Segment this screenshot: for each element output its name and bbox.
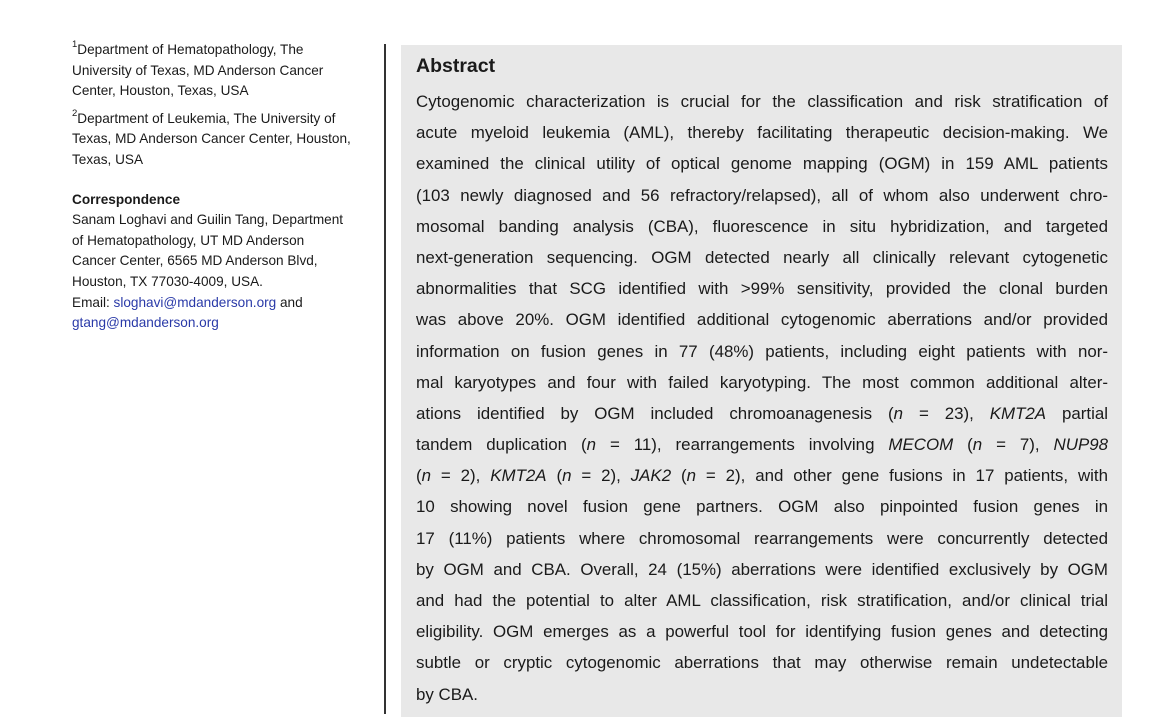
- abstract-line: [416, 585, 1108, 616]
- abstract-body: [416, 86, 1108, 710]
- abstract-title: Abstract: [416, 55, 496, 77]
- abstract-text: (103 newly diagnosed and 56 refractory/relapsed), all of whom also underwent chro-: [416, 185, 1108, 205]
- italic-term: KMT2A: [490, 466, 547, 486]
- abstract-text: tandem duplication (: [416, 435, 587, 455]
- affiliation-text: Department of Leukemia, The University of: [77, 110, 336, 126]
- affiliation-text: Department of Hematopathology, The: [77, 42, 304, 57]
- abstract-text: = 2),: [431, 466, 491, 486]
- affiliation-number: 1: [72, 39, 78, 51]
- abstract-text: Cytogenomic characterization is crucial for the classification and risk stratification of: [416, 92, 1108, 111]
- abstract-text: = 23),: [903, 403, 990, 423]
- abstract-text: and had the potential to alter AML classification, risk stratification, and/or clinical trial: [416, 591, 1108, 610]
- affiliation-text: Texas, MD Anderson Cancer Center, Houston,: [72, 131, 351, 147]
- abstract-text: subtle or cryptic cytogenomic aberrations that may otherwise remain undetectable: [416, 653, 1108, 673]
- abstract-line: [416, 180, 1108, 211]
- abstract-line: [416, 398, 1108, 429]
- abstract-box: [401, 45, 1122, 717]
- abstract-line: [416, 273, 1108, 304]
- abstract-line: [416, 211, 1108, 242]
- abstract-text: (: [671, 466, 687, 486]
- abstract-text: by CBA.: [416, 684, 478, 704]
- abstract-text: by OGM and CBA. Overall, 24 (15%) aberrations were identified exclusively by OGM: [416, 559, 1108, 579]
- left-sidebar: [72, 40, 372, 334]
- abstract-line: [416, 367, 1108, 398]
- italic-term: n: [893, 403, 904, 423]
- abstract-text: abnormalities that SCG identified with >99% sensitivity, provided the clonal burden: [416, 279, 1108, 299]
- abstract-text: next-generation sequencing. OGM detected nearly all clinically relevant cytogenetic: [416, 247, 1108, 267]
- affiliation-line: [72, 40, 372, 61]
- affiliation-number: 2: [72, 108, 78, 120]
- affiliation-line: [72, 129, 372, 150]
- italic-term: n: [421, 466, 432, 486]
- abstract-line: [416, 491, 1108, 522]
- abstract-line: [416, 304, 1108, 335]
- abstract-line: [416, 460, 1108, 491]
- abstract-text: (: [953, 435, 973, 455]
- email-label: Email:: [72, 294, 114, 310]
- abstract-text: information on fusion genes in 77 (48%) patients, including eight patients with nor-: [416, 341, 1108, 361]
- correspondence-line: Houston, TX 77030-4009, USA.: [72, 273, 263, 289]
- abstract-text: = 7),: [982, 435, 1054, 455]
- affiliation-2: [72, 109, 372, 171]
- affiliation-text: Center, Houston, Texas, USA: [72, 83, 249, 99]
- abstract-line: [416, 336, 1108, 367]
- abstract-line: [416, 616, 1108, 647]
- abstract-line: [416, 148, 1108, 179]
- abstract-text: 10 showing novel fusion gene partners. OGM also pinpointed fusion genes in: [416, 497, 1108, 517]
- abstract-text: partial: [1046, 403, 1108, 423]
- abstract-line: [416, 86, 1108, 117]
- italic-term: KMT2A: [989, 403, 1047, 423]
- abstract-text: (: [416, 466, 422, 486]
- correspondence-line: Sanam Loghavi and Guilin Tang, Department: [72, 212, 344, 228]
- italic-term: MECOM: [888, 435, 954, 455]
- abstract-text: = 2), and other gene fusions in 17 patients, with: [696, 466, 1108, 486]
- email-link-gtang[interactable]: gtang@mdanderson.org: [72, 315, 219, 331]
- italic-term: NUP98: [1053, 435, 1108, 455]
- abstract-text: 17 (11%) patients where chromosomal rearrangements were concurrently detected: [416, 528, 1108, 548]
- abstract-line: [416, 523, 1108, 554]
- abstract-line: [416, 242, 1108, 273]
- affiliation-line: [72, 81, 372, 102]
- affiliation-text: Texas, USA: [72, 151, 144, 167]
- abstract-text: was above 20%. OGM identified additional cytogenomic aberrations and/or provided: [416, 310, 1108, 330]
- italic-term: n: [586, 435, 597, 455]
- abstract-text: ations identified by OGM included chromoanagenesis (: [416, 403, 894, 423]
- affiliations: [72, 40, 372, 171]
- italic-term: JAK2: [630, 466, 672, 486]
- abstract-text: examined the clinical utility of optical genome mapping (OGM) in 159 AML patients: [416, 154, 1108, 174]
- italic-term: n: [686, 466, 697, 486]
- column-divider: [384, 44, 386, 714]
- affiliation-line: [72, 61, 372, 82]
- abstract-text: mal karyotypes and four with failed karyotyping. The most common additional alter-: [416, 372, 1108, 392]
- abstract-line: [416, 554, 1108, 585]
- correspondence-line: Cancer Center, 6565 MD Anderson Blvd,: [72, 253, 318, 269]
- correspondence-address: [72, 210, 372, 292]
- italic-term: n: [972, 435, 983, 455]
- abstract-line: [416, 647, 1108, 678]
- italic-term: n: [562, 466, 572, 486]
- abstract-text: = 11), rearrangements involving: [596, 435, 889, 455]
- abstract-line: [416, 117, 1108, 148]
- email-link-sloghavi[interactable]: sloghavi@mdanderson.org: [113, 294, 277, 310]
- affiliation-text: University of Texas, MD Anderson Cancer: [72, 62, 324, 78]
- abstract-line: [416, 679, 1108, 710]
- correspondence-heading: Correspondence: [72, 191, 181, 207]
- correspondence-line: of Hematopathology, UT MD Anderson: [72, 232, 305, 248]
- affiliation-line: [72, 150, 372, 171]
- abstract-text: mosomal banding analysis (CBA), fluorescence in situ hybridization, and targeted: [416, 216, 1108, 236]
- abstract-text: = 2),: [571, 466, 631, 486]
- affiliation-1: [72, 40, 372, 102]
- abstract-text: acute myeloid leukemia (AML), thereby facilitating therapeutic decision-making. We: [416, 123, 1108, 143]
- affiliation-line: [72, 109, 372, 130]
- abstract-line: [416, 429, 1108, 460]
- email-and: and: [276, 294, 303, 310]
- abstract-text: eligibility. OGM emerges as a powerful tool for identifying fusion genes and detecting: [416, 622, 1108, 642]
- correspondence-email: [72, 293, 372, 314]
- abstract-text: (: [546, 466, 563, 486]
